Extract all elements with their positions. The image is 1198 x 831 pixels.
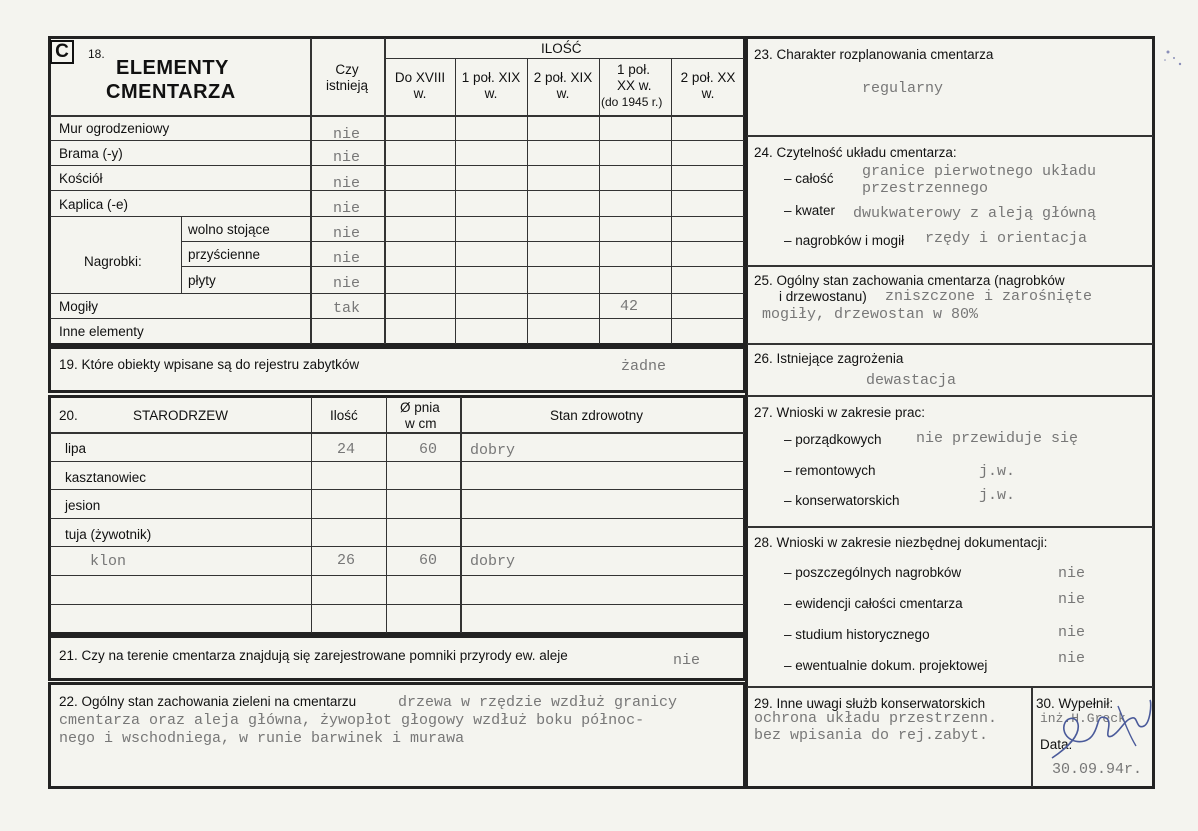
section-23-value: regularny	[862, 80, 944, 97]
section-22-line2: cmentarza oraz aleja główna, żywopłot głogowy wzdłuż boku północ-	[59, 712, 645, 729]
tree-klon-ilosc: 26	[337, 552, 356, 569]
section-21-label: 21. Czy na terenie cmentarza znajdują się zarejestrowane pomniki przyrody ew. aleje	[59, 648, 568, 663]
projektowej-value: nie	[1058, 650, 1086, 667]
col-czy-istnieja: Czy istnieją	[325, 62, 369, 93]
projektowej-label: – ewentualnie dokum. projektowej	[784, 658, 988, 673]
section-23-label: 23. Charakter rozplanowania cmentarza	[754, 47, 994, 62]
section-25-label-2: i drzewostanu)	[779, 289, 867, 304]
col-stan-zdrowotny: Stan zdrowotny	[550, 408, 644, 423]
section-30-label: 30. Wypełnił:	[1036, 696, 1114, 711]
col-1-pol-xix: 1 poł. XIX w.	[461, 70, 521, 101]
section-19-value: żadne	[621, 358, 667, 375]
konserwatorskich-value: j.w.	[979, 487, 1016, 504]
kwater-label: – kwater	[784, 203, 836, 218]
ewidencji-label: – ewidencji całości cmentarza	[784, 596, 963, 611]
section-24-label: 24. Czytelność układu cmentarza:	[754, 145, 957, 160]
row-mur-czy: nie	[333, 126, 361, 143]
section-26-value: dewastacja	[866, 372, 957, 389]
col-1-pol-xx-c: (do 1945 r.)	[601, 95, 663, 109]
section-28-label: 28. Wnioski w zakresie niezbędnej dokumentacji:	[754, 535, 1048, 550]
row-kosciol-czy: nie	[333, 175, 361, 192]
stain-mark	[1160, 42, 1190, 72]
porzadkowych-value: nie przewiduje się	[916, 430, 1079, 447]
nagrobkow-label: – nagrobków i mogił	[784, 233, 905, 248]
row-przyscienne-czy: nie	[333, 250, 361, 267]
kwater-value: dwukwaterowy z aleją główną	[853, 205, 1097, 222]
row-plyty-czy: nie	[333, 275, 361, 292]
section-18-title-line2: CMENTARZA	[106, 81, 236, 103]
section-29-value-1: ochrona układu przestrzenn.	[754, 710, 998, 727]
col-pnia-a: Ø pnia	[400, 400, 440, 415]
tree-lipa-ilosc: 24	[337, 441, 356, 458]
tree-jesion-label: jesion	[65, 498, 101, 513]
row-inne-label: Inne elementy	[59, 324, 144, 339]
calosc-value-1: granice pierwotnego układu	[862, 163, 1097, 180]
row-plyty-label: płyty	[188, 273, 216, 288]
section-18-title-line1: ELEMENTY	[116, 57, 229, 79]
calosc-label: – całość	[784, 171, 834, 186]
section-29-label: 29. Inne uwagi służb konserwatorskich	[754, 696, 986, 711]
konserwatorskich-label: – konserwatorskich	[784, 493, 900, 508]
nagrobki-label: Nagrobki:	[84, 254, 142, 269]
row-wolno-czy: nie	[333, 225, 361, 242]
row-wolno-label: wolno stojące	[188, 222, 270, 237]
section-25-value-1: zniszczone i zarośnięte	[885, 288, 1093, 305]
tree-tuja-label: tuja (żywotnik)	[65, 527, 152, 542]
ewidencji-value: nie	[1058, 591, 1086, 608]
section-20-title: STARODRZEW	[133, 408, 228, 423]
section-20-number: 20.	[59, 408, 78, 423]
row-kosciol-label: Kościół	[59, 171, 103, 186]
signature-image	[1040, 696, 1155, 766]
row-mogily-label: Mogiły	[59, 299, 99, 314]
section-18-number: 18.	[88, 47, 105, 61]
section-29-value-2: bez wpisania do rej.zabyt.	[754, 727, 989, 744]
tree-klon-pien: 60	[419, 552, 438, 569]
tree-lipa-label: lipa	[65, 441, 87, 456]
col-2-pol-xix: 2 poł. XIX w.	[533, 70, 593, 101]
section-30-date-label: Data:	[1040, 737, 1073, 752]
porzadkowych-label: – porządkowych	[784, 432, 882, 447]
section-20-table	[48, 395, 746, 635]
section-26-label: 26. Istniejące zagrożenia	[754, 351, 904, 366]
nagrobkow-value: rzędy i orientacja	[925, 230, 1088, 247]
tree-lipa-pien: 60	[419, 441, 438, 458]
remontowych-label: – remontowych	[784, 463, 876, 478]
col-ilosc: Ilość	[330, 408, 358, 423]
col-do-xviii: Do XVIII w.	[394, 70, 446, 101]
row-kaplica-czy: nie	[333, 200, 361, 217]
row-przyscienne-label: przyścienne	[188, 247, 261, 262]
studium-label: – studium historycznego	[784, 627, 930, 642]
poszczegolnych-value: nie	[1058, 565, 1086, 582]
section-22-label: 22. Ogólny stan zachowania zieleni na cmentarzu	[59, 694, 357, 709]
remontowych-value: j.w.	[979, 463, 1016, 480]
section-30-date-value: 30.09.94r.	[1052, 761, 1143, 778]
section-25-value-2: mogiły, drzewostan w 80%	[762, 306, 979, 323]
tree-kasztanowiec-label: kasztanowiec	[65, 470, 147, 485]
section-21-value: nie	[673, 652, 701, 669]
col-pnia-b: w cm	[405, 416, 437, 431]
col-1-pol-xx-b: XX w.	[617, 78, 652, 93]
section-25-label-1: 25. Ogólny stan zachowania cmentarza (nagrobków	[754, 273, 1065, 288]
section-19-label: 19. Które obiekty wpisane są do rejestru zabytków	[59, 357, 360, 372]
section-22-line1: drzewa w rzędzie wzdłuż granicy	[398, 694, 678, 711]
tree-klon-label: klon	[90, 553, 127, 570]
section-22-line3: nego i wschodniega, w runie barwinek i murawa	[59, 730, 465, 747]
row-mogily-czy: tak	[333, 300, 361, 317]
section-27-label: 27. Wnioski w zakresie prac:	[754, 405, 926, 420]
row-brama-label: Brama (-y)	[59, 146, 123, 161]
row-mur-label: Mur ogrodzeniowy	[59, 121, 170, 136]
poszczegolnych-label: – poszczególnych nagrobków	[784, 565, 962, 580]
col-2-pol-xx: 2 poł. XX w.	[680, 70, 736, 101]
col-ilosc-header: ILOŚĆ	[541, 41, 582, 56]
tree-klon-stan: dobry	[470, 553, 516, 570]
tree-lipa-stan: dobry	[470, 442, 516, 459]
section-letter-box: C	[50, 40, 74, 64]
row-kaplica-label: Kaplica (-e)	[59, 197, 129, 212]
section-30-name: inż.H.Greck	[1040, 711, 1126, 726]
row-mogily-ilosc-1-pol-xx: 42	[620, 298, 639, 315]
studium-value: nie	[1058, 624, 1086, 641]
col-1-pol-xx-a: 1 poł.	[617, 62, 651, 77]
row-brama-czy: nie	[333, 149, 361, 166]
calosc-value-2: przestrzennego	[862, 180, 989, 197]
